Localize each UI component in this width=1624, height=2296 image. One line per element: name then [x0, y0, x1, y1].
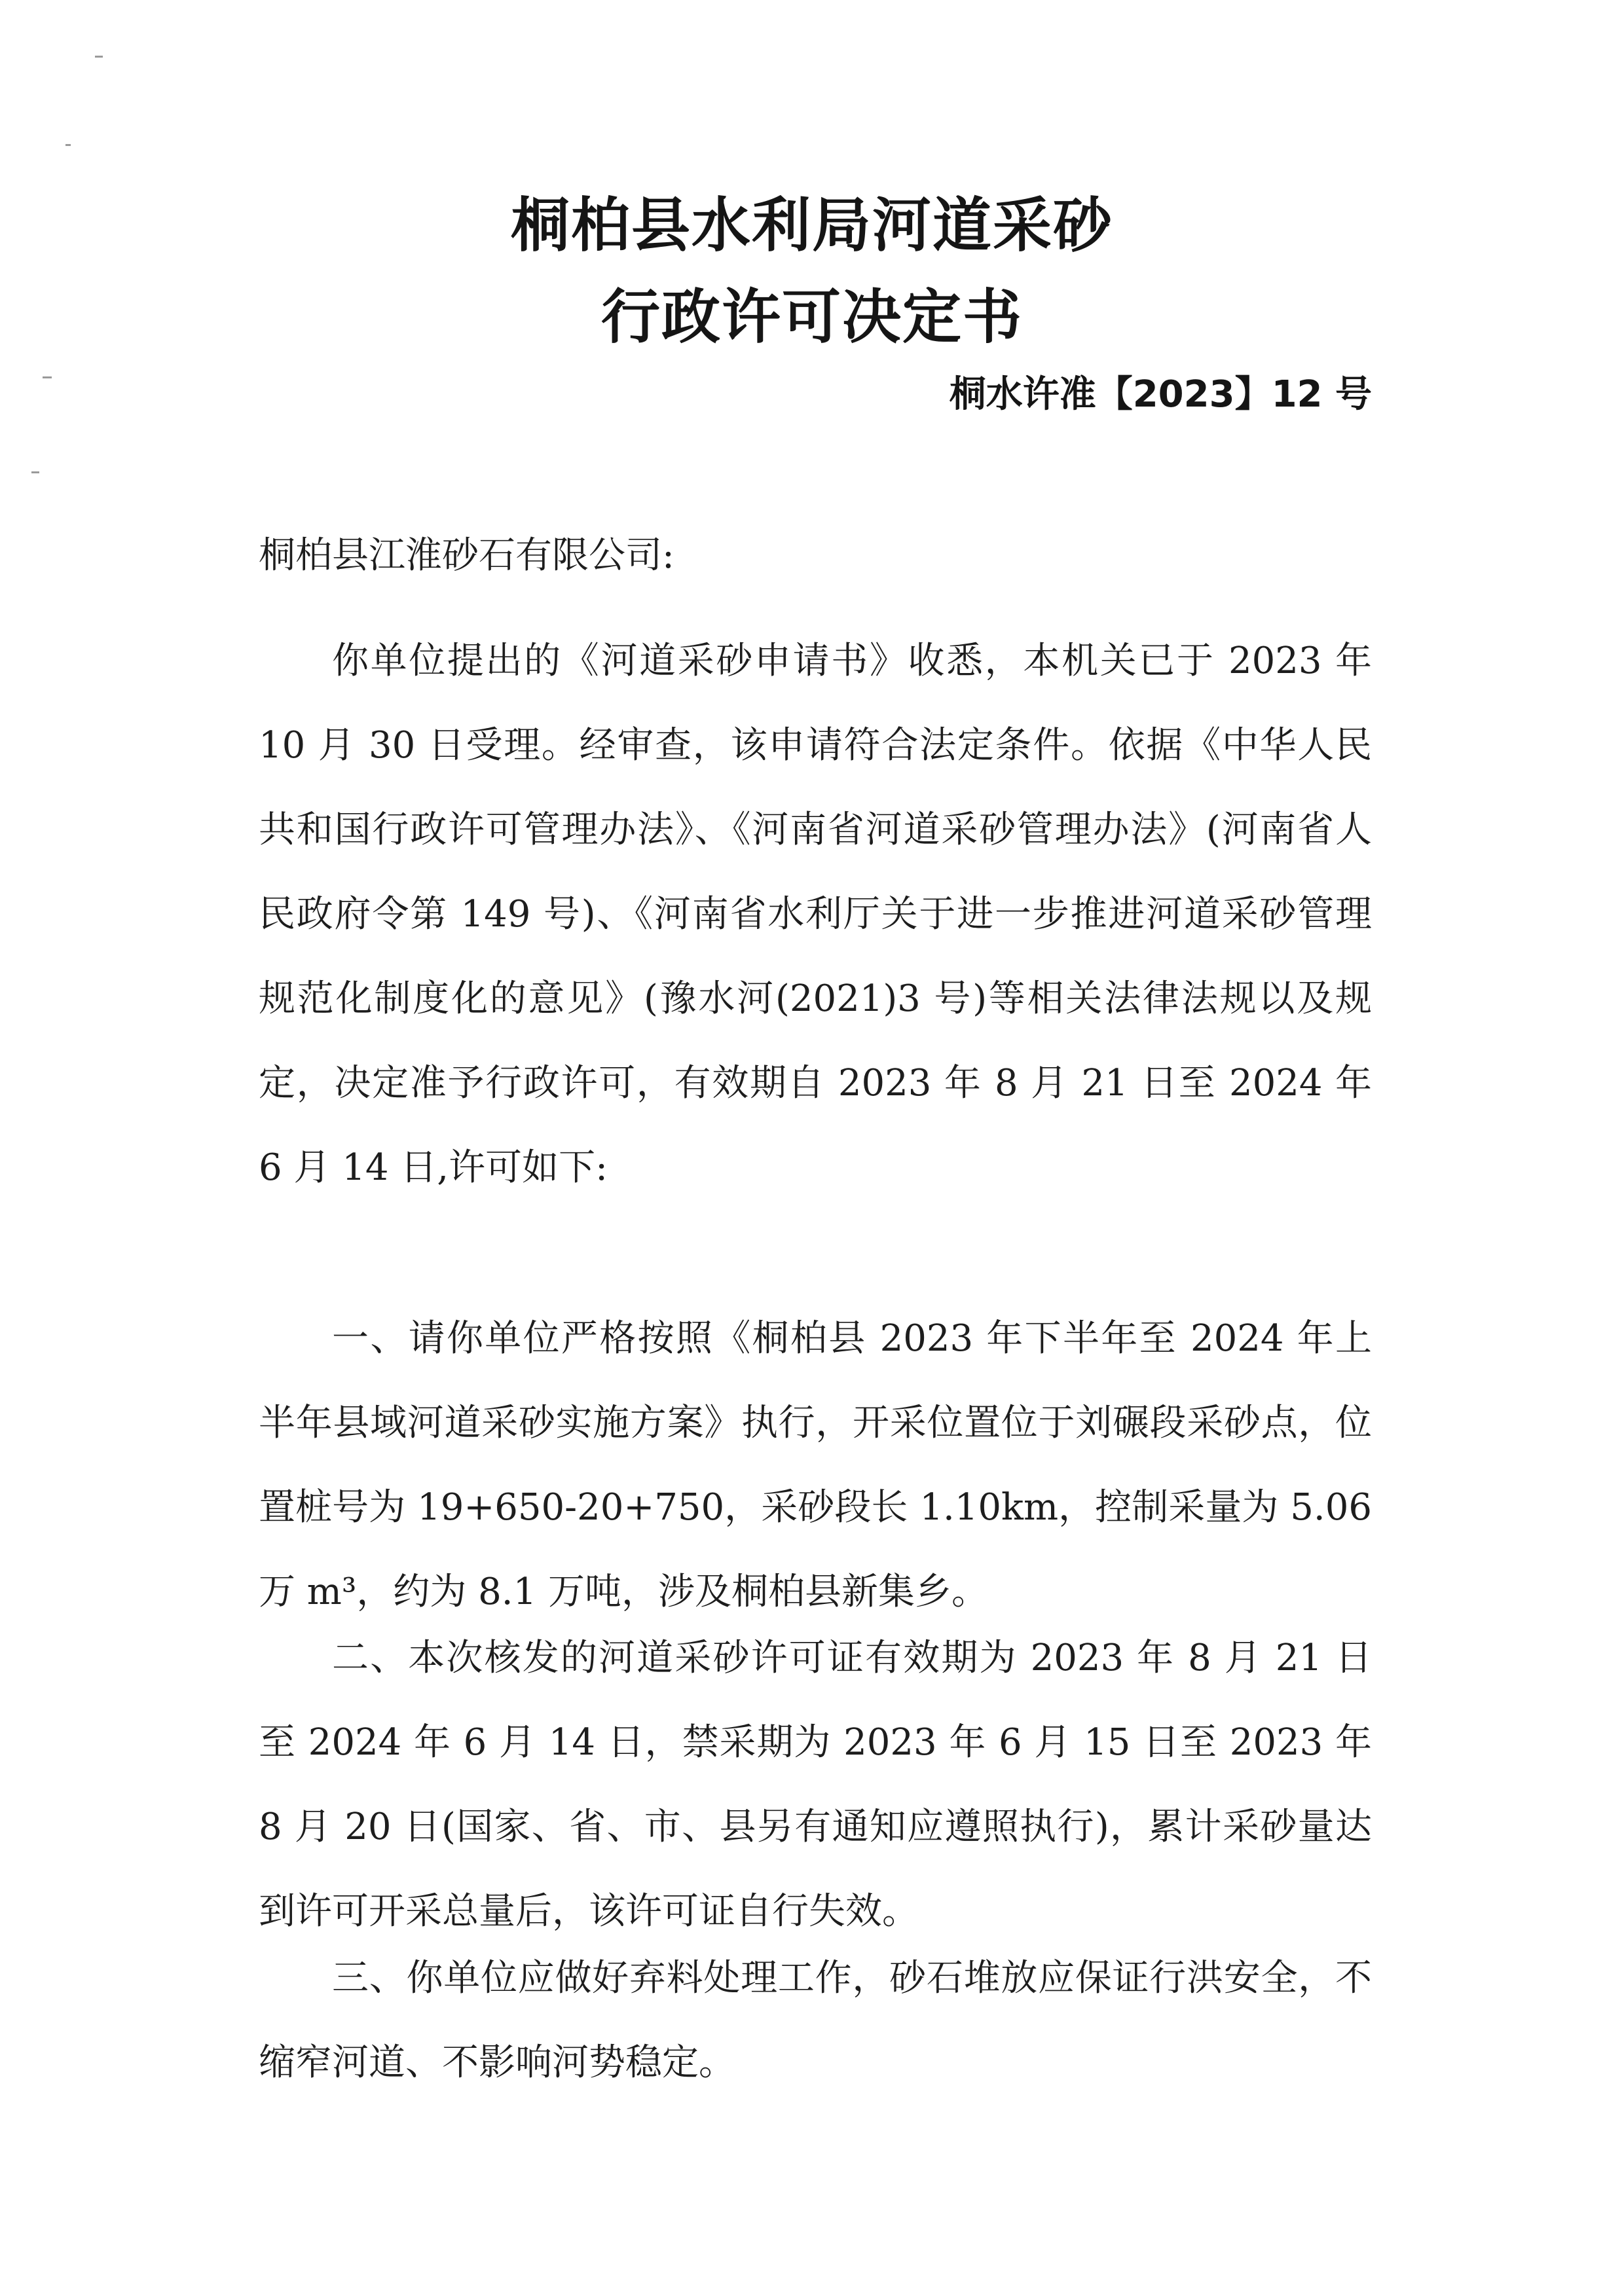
- document-title-line2: 行政许可决定书: [601, 283, 1023, 352]
- paragraph-text: 一、请你单位严格按照《桐柏县 2023 年下半年至 2024 年上半年县域河道采砂实施方案》执行，开采位置位于刘碾段采砂点，位置桩号为 19+650-20+750，采砂段长 1.10km，控制采量为 5.06 万 m³，约为 8.1 万吨，涉及桐柏县新集乡。: [259, 1317, 1372, 1613]
- document-title-line1: 桐柏县水利局河道采砂: [511, 191, 1113, 260]
- scan-speck: [31, 471, 39, 473]
- addressee: 桐柏县江淮砂石有限公司:: [259, 534, 674, 577]
- paragraph-text: 二、本次核发的河道采砂许可证有效期为 2023 年 8 月 21 日至 2024 年 6 月 14 日，禁采期为 2023 年 6 月 15 日至 2023 年 8 月 20 日(国家、省、市、县另有通知应遵照执行)，累计采砂量达到许可开采总量后，该许可证自行失效。: [259, 1637, 1372, 1933]
- scan-speck: [43, 376, 52, 378]
- paragraph-2: [259, 1296, 1372, 1634]
- paragraph-text: 你单位提出的《河道采砂申请书》收悉，本机关已于 2023 年 10 月 30 日受理。经审查，该申请符合法定条件。依据《中华人民共和国行政许可管理办法》、《河南省河道采砂管理办法》(河南省人民政府令第 149 号)、《河南省水利厅关于进一步推进河道采砂管理规范化制度化的意见》(豫水河(2021)3 号)等相关法律法规以及规定，决定准予行政许可，有效期自 2023 年 8 月 21 日至 2024 年 6 月 14 日,许可如下:: [259, 640, 1372, 1189]
- paragraph-1: [259, 619, 1372, 1210]
- paragraph-text: 三、你单位应做好弃料处理工作，砂石堆放应保证行洪安全，不缩窄河道、不影响河势稳定。: [259, 1957, 1372, 2084]
- document-number: 桐水许准【2023】12 号: [949, 373, 1372, 416]
- paragraph-4: [259, 1936, 1372, 2105]
- scan-speck: [65, 144, 71, 146]
- paragraph-3: [259, 1616, 1372, 1954]
- scan-speck: [95, 56, 103, 58]
